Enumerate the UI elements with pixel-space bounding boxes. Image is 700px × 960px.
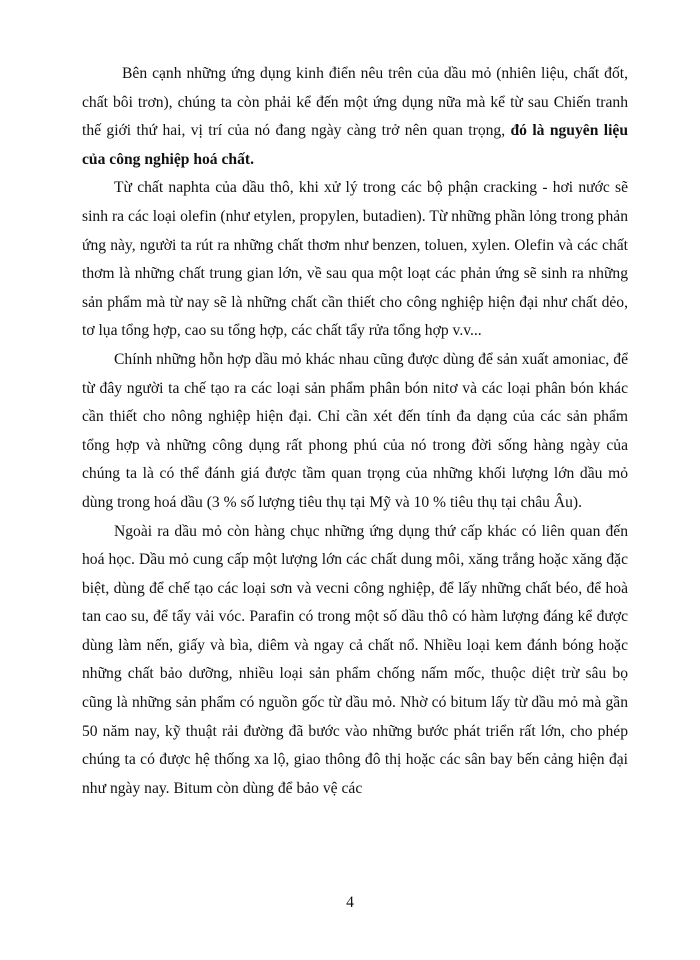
paragraph-petroleum-chemical-feedstock	[82, 60, 628, 174]
page-number: 4	[346, 894, 354, 911]
paragraph-bold-text: đó là nguyên liệu của công nghiệp hoá chất.	[82, 122, 628, 168]
paragraph-ammonia-fertilizer: Chính những hỗn hợp dầu mỏ khác nhau cũng được dùng để sản xuất amoniac, để từ đây người ta chế tạo ra các loại sản phẩm phân bón nitơ và các loại phân bón khác cần thiết cho nông nghiệp hiện đại. Chỉ cần xét đến tính đa dạng của các sản phẩm tổng hợp và những công dụng rất phong phú của nó trong đời sống hàng ngày của chúng ta là có thể đánh giá được tầm quan trọng của những khối lượng lớn dầu mỏ dùng trong hoá dầu (3 % số lượng tiêu thụ tại Mỹ và 10 % tiêu thụ tại châu Âu).	[82, 350, 628, 511]
paragraph-secondary-uses: Ngoài ra dầu mỏ còn hàng chục những ứng dụng thứ cấp khác có liên quan đến hoá học. Dầu mỏ cung cấp một lượng lớn các chất dung môi, xăng trắng hoặc xăng đặc biệt, dùng để chế tạo các loại sơn và vecni công nghiệp, để lấy những chất béo, để hoà tan cao su, để tẩy vải vóc. Parafin có trong một số dầu thô có hàm lượng đáng kể được dùng làm nến, giấy và bìa, diêm và ngay cả chất nổ. Nhiều loại kem đánh bóng hoặc những chất bảo dưỡng, nhiều loại sản phẩm chống nấm mốc, thuộc diệt trừ sâu bọ cũng là những sản phẩm có nguồn gốc từ dầu mỏ. Nhờ có bitum lấy từ dầu mỏ mà gần 50 năm nay, kỹ thuật rải đường đã bước vào những bước phát triển rất lớn, cho phép chúng ta có được hệ thống xa lộ, giao thông đô thị hoặc các sân bay bến cảng hiện đại như ngày nay. Bitum còn dùng để bảo vệ các	[82, 522, 628, 797]
document-body	[82, 60, 628, 803]
paragraph-text: Bên cạnh những ứng dụng kinh điển nêu trên của dầu mỏ (nhiên liệu, chất đốt, chất bôi trơn), chúng ta còn phải kể đến một ứng dụng nữa mà kể từ sau Chiến tranh thế giới thứ hai, vị trí của nó đang ngày càng trở nên quan trọng,	[82, 65, 628, 140]
paragraph-naphtha-cracking: Từ chất naphta của dầu thô, khi xử lý trong các bộ phận cracking - hơi nước sẽ sinh ra các loại olefin (như etylen, propylen, butadien). Từ những phần lỏng trong phản ứng này, người ta rút ra những chất thơm như benzen, toluen, xylen. Olefin và các chất thơm là những chất trung gian lớn, về sau qua một loạt các phản ứng sẽ sinh ra những sản phẩm mà từ nay sẽ là những chất cần thiết cho công nghiệp hiện đại như chất dẻo, tơ lụa tổng hợp, cao su tổng hợp, các chất tẩy rửa tổng hợp v.v...	[82, 179, 628, 340]
